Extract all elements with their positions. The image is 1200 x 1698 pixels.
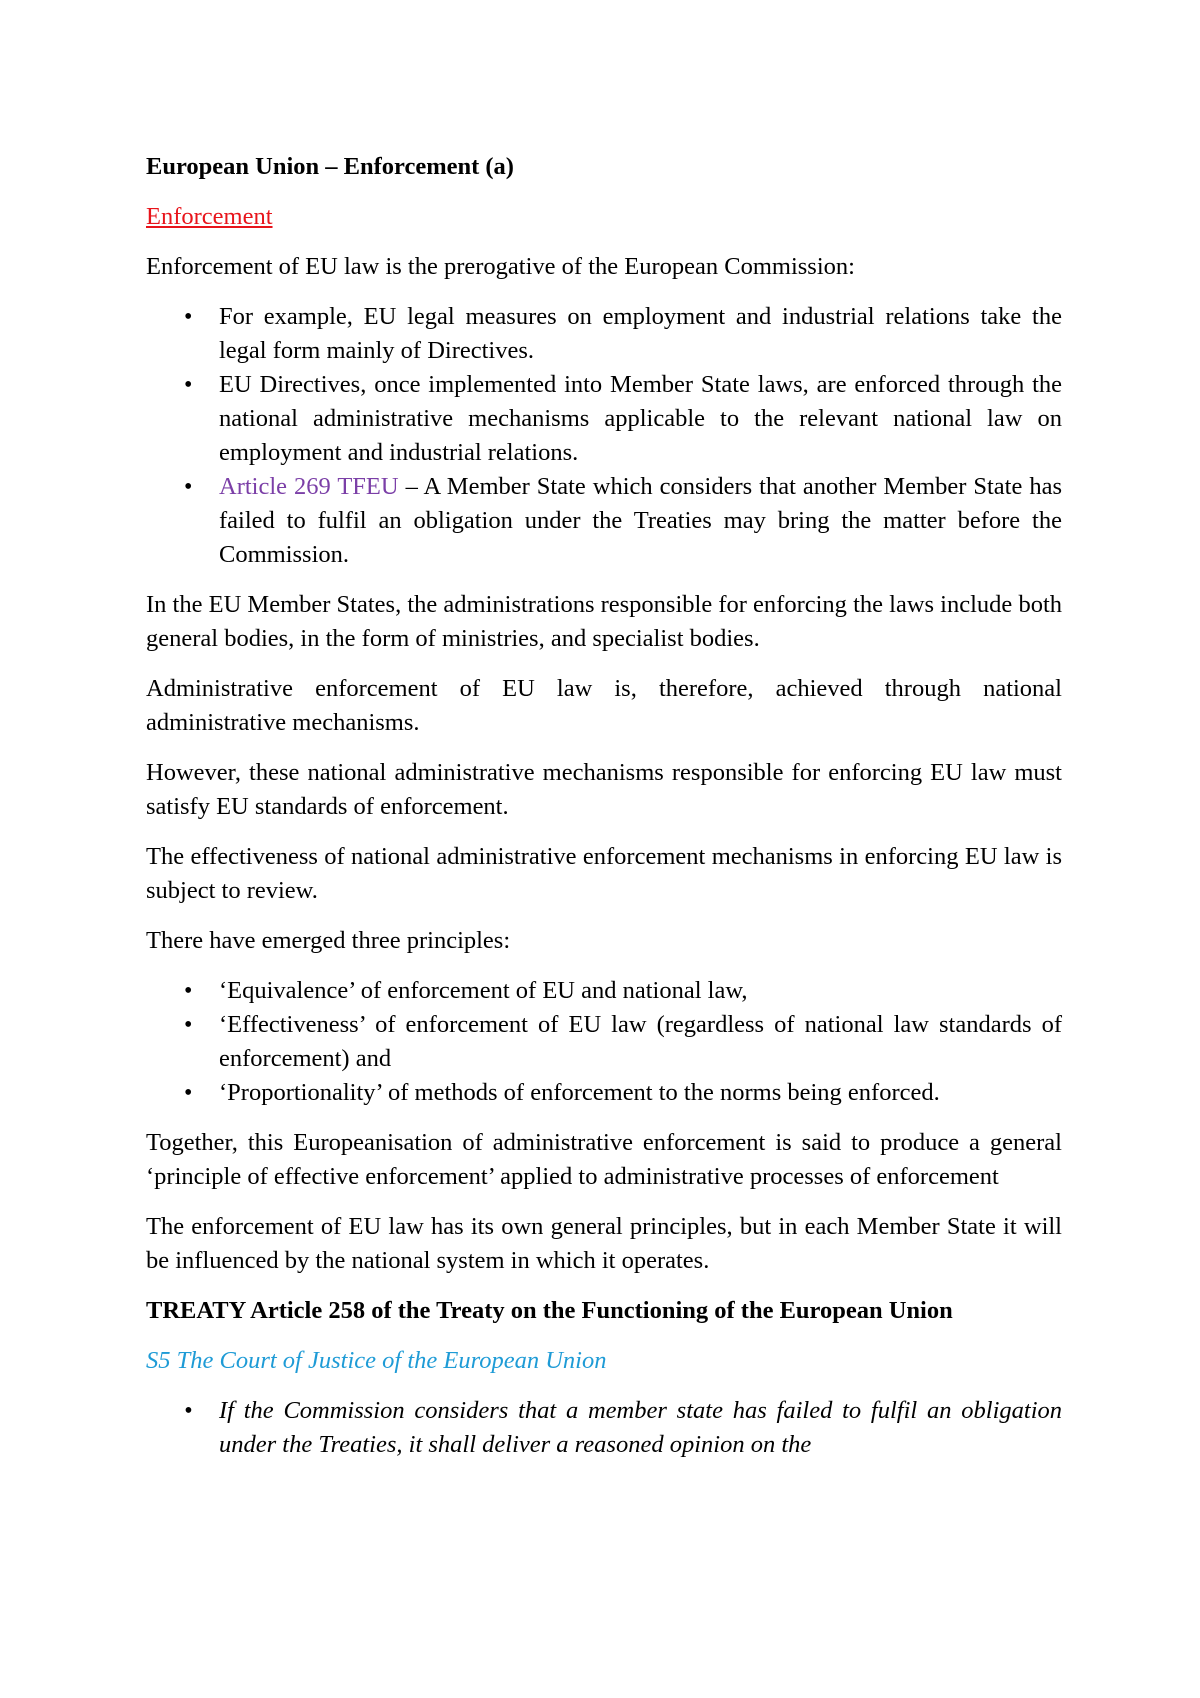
list-item (146, 974, 1062, 1008)
body-paragraph: In the EU Member States, the administrations responsible for enforcing the laws include both general bodies, in the form of ministries, and specialist bodies. (146, 591, 1062, 652)
list-item-text: ‘Effectiveness’ of enforcement of EU law (regardless of national law standards of enforcement) and (219, 1011, 1062, 1072)
bullet-icon: • (184, 1080, 193, 1106)
list-item (146, 1394, 1062, 1462)
bullet-icon: • (184, 1012, 193, 1038)
body-paragraph: The enforcement of EU law has its own general principles, but in each Member State it will be influenced by the national system in which it operates. (146, 1213, 1062, 1274)
intro-paragraph: Enforcement of EU law is the prerogative of the European Commission: (146, 253, 855, 280)
document-page (146, 150, 1062, 1478)
list-item (146, 300, 1062, 368)
enforcement-subheading: Enforcement (146, 203, 273, 230)
list-item-text: For example, EU legal measures on employment and industrial relations take the legal form mainly of Directives. (219, 303, 1062, 364)
body-paragraph: Together, this Europeanisation of administrative enforcement is said to produce a general ‘principle of effective enforcement’ applied to administrative processes of enforcement (146, 1129, 1062, 1190)
court-bullet-list (146, 1394, 1062, 1462)
body-paragraph: However, these national administrative mechanisms responsible for enforcing EU law must satisfy EU standards of enforcement. (146, 759, 1062, 820)
treaty-heading: TREATY Article 258 of the Treaty on the Functioning of the European Union (146, 1297, 953, 1324)
bullet-icon: • (184, 372, 193, 398)
body-paragraph: The effectiveness of national administrative enforcement mechanisms in enforcing EU law is subject to review. (146, 843, 1062, 904)
document-title: European Union – Enforcement (a) (146, 153, 514, 180)
bullet-icon: • (184, 978, 193, 1004)
bullet-icon: • (184, 474, 193, 500)
bullet-icon: • (184, 1398, 193, 1424)
bullet-icon: • (184, 304, 193, 330)
list-item (146, 368, 1062, 470)
list-item (146, 1008, 1062, 1076)
body-paragraph: There have emerged three principles: (146, 927, 511, 954)
list-item (146, 1076, 1062, 1110)
list-item (146, 470, 1062, 572)
list-item-text: If the Commission considers that a member state has failed to fulfil an obligation under the Treaties, it shall deliver a reasoned opinion on the (219, 1397, 1062, 1458)
list-item-text: – A Member State which considers that another Member State has failed to fulfil an obligation under the Treaties may bring the matter before the Commission. (219, 473, 1062, 568)
list-item-text: ‘Proportionality’ of methods of enforcement to the norms being enforced. (219, 1079, 940, 1106)
list-item-text: EU Directives, once implemented into Member State laws, are enforced through the national administrative mechanisms applicable to the relevant national law on employment and industrial relations. (219, 371, 1062, 466)
article-269-reference: Article 269 TFEU (219, 473, 399, 500)
body-paragraph: Administrative enforcement of EU law is, therefore, achieved through national administrative mechanisms. (146, 675, 1062, 736)
commission-bullet-list (146, 300, 1062, 572)
list-item-text: ‘Equivalence’ of enforcement of EU and national law, (219, 977, 748, 1004)
section-heading: S5 The Court of Justice of the European Union (146, 1347, 607, 1374)
principles-bullet-list (146, 974, 1062, 1110)
